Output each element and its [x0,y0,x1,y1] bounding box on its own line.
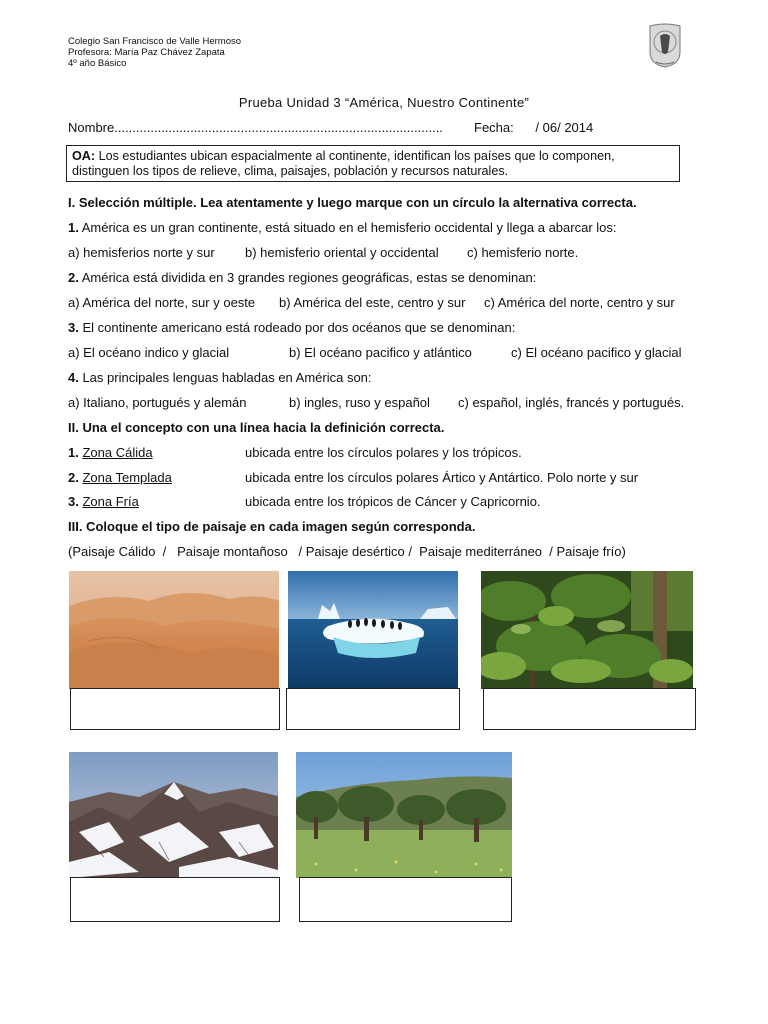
section1-heading: I. Selección múltiple. Lea atentamente y luego marque con un círculo la alternativa correcta. [68,195,637,210]
page-title: Prueba Unidad 3 “América, Nuestro Continente” [238,95,530,110]
option-1c[interactable]: c) hemisferio norte. [467,245,579,260]
option-1a[interactable]: a) hemisferios norte y sur [68,245,215,260]
school-logo [646,22,684,68]
option-1b[interactable]: b) hemisferio oriental y occidental [245,245,439,260]
question-3 [68,320,515,335]
iceberg-penguins-photo [288,571,458,689]
section2-heading: II. Una el concepto con una línea hacia la definición correcta. [68,420,445,435]
question-text: América está dividida en 3 grandes regiones geográficas, estas se denominan: [78,270,537,285]
item-number: 3. [68,494,79,509]
match-item-1 [68,445,153,460]
option-3b[interactable]: b) El océano pacifico y atlántico [289,345,472,360]
oa-text-line2: distinguen los tipos de relieve, clima, paisajes, población y recursos naturales. [72,164,509,178]
date-field-line: Fecha: / 06/ 2014 [474,120,594,135]
option-3c[interactable]: c) El océano pacifico y glacial [511,345,682,360]
oa-text-line1: Los estudiantes ubican espacialmente al continente, identifican los países que lo componen, [95,149,615,163]
grade-label: 4º año Básico [68,58,127,69]
question-number: 2. [68,270,79,285]
match-item-3 [68,494,139,509]
option-4a[interactable]: a) Italiano, portugués y alemán [68,395,247,410]
concept-zona-calida[interactable]: Zona Cálida [82,445,153,460]
answer-box-3[interactable] [483,688,696,730]
rainforest-photo [481,571,693,689]
school-header [68,36,241,69]
concept-zona-fria[interactable]: Zona Fría [82,494,139,509]
answer-box-1[interactable] [70,688,280,730]
question-number: 4. [68,370,79,385]
option-2b[interactable]: b) América del este, centro y sur [279,295,466,310]
definition-2[interactable]: ubicada entre los círculos polares Ártico y Antártico. Polo norte y sur [245,470,639,485]
item-number: 1. [68,445,79,460]
question-1 [68,220,616,235]
mediterranean-woodland-photo [296,752,512,878]
option-3a[interactable]: a) El océano indico y glacial [68,345,230,360]
question-number: 3. [68,320,79,335]
question-2 [68,270,536,285]
oa-box [66,145,680,182]
name-field-line: Nombre........................................................................................... [68,120,443,135]
answer-box-5[interactable] [299,877,512,922]
option-4c[interactable]: c) español, inglés, francés y portugués. [458,395,685,410]
definition-1[interactable]: ubicada entre los círculos polares y los trópicos. [245,445,522,460]
item-number: 2. [68,470,79,485]
match-item-2 [68,470,172,485]
snowy-mountains-photo [69,752,278,878]
option-4b[interactable]: b) ingles, ruso y español [289,395,430,410]
landscape-options: (Paisaje Cálido / Paisaje montañoso / Paisaje desértico / Paisaje mediterráneo / Paisaje frío) [68,544,626,559]
question-text: Las principales lenguas habladas en América son: [78,370,372,385]
answer-box-2[interactable] [286,688,460,730]
option-2c[interactable]: c) América del norte, centro y sur [484,295,675,310]
option-2a[interactable]: a) América del norte, sur y oeste [68,295,256,310]
question-number: 1. [68,220,79,235]
concept-zona-templada[interactable]: Zona Templada [82,470,172,485]
section3-heading: III. Coloque el tipo de paisaje en cada imagen según corresponda. [68,519,476,534]
definition-3[interactable]: ubicada entre los trópicos de Cáncer y Capricornio. [245,494,541,509]
question-4 [68,370,372,385]
oa-label: OA: [72,149,96,163]
answer-box-4[interactable] [70,877,280,922]
school-name: Colegio San Francisco de Valle Hermoso [68,36,242,47]
question-text: América es un gran continente, está situado en el hemisferio occidental y llega a abarcar los: [78,220,617,235]
desert-photo [69,571,279,689]
teacher-name: Profesora: María Paz Chávez Zapata [68,47,225,58]
question-text: El continente americano está rodeado por dos océanos que se denominan: [78,320,516,335]
